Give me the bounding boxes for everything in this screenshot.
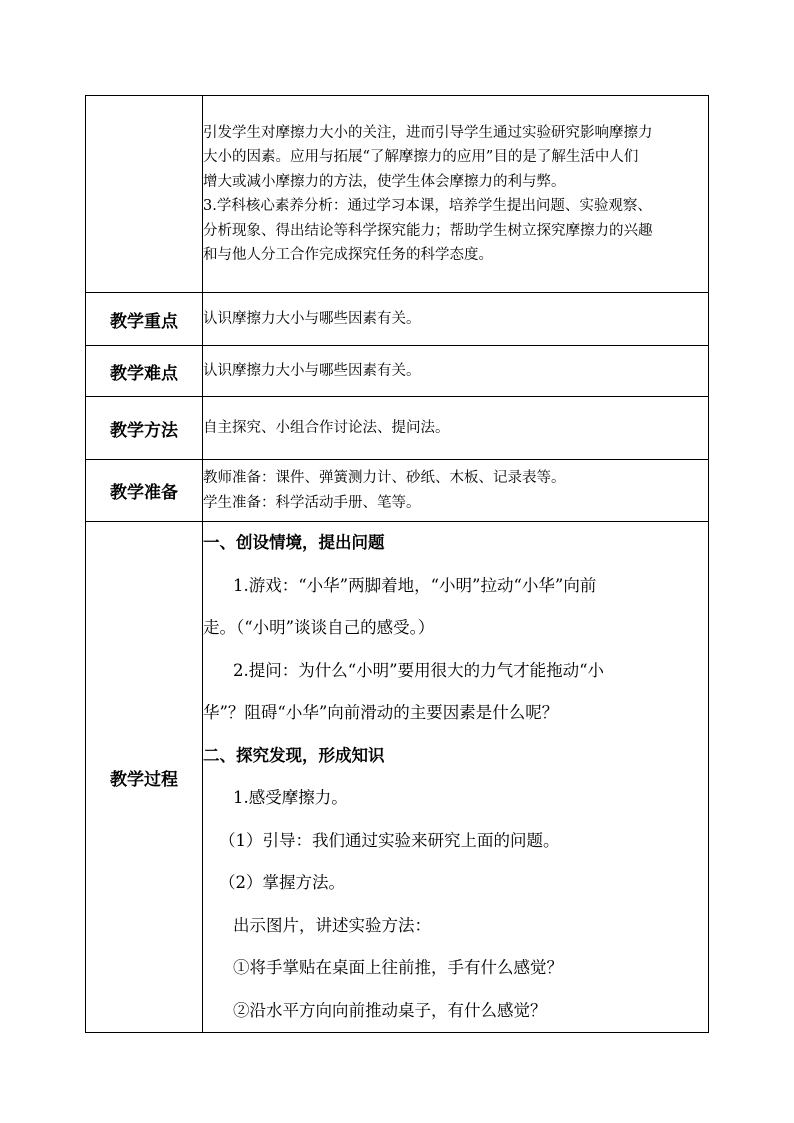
process-line: 1.游戏：“小华”两脚着地，“小明”拉动“小华”向前 [233, 575, 597, 595]
preparation-cell [203, 460, 709, 522]
method-row [86, 397, 709, 460]
process-line: ①将手掌贴在桌面上往前推，手有什么感觉？ [233, 958, 563, 977]
process-line: 2.提问：为什么“小明”要用很大的力气才能拖动“小 [233, 660, 605, 680]
difficulty-label: 教学难点 [86, 346, 203, 397]
difficulty-cell [203, 346, 709, 397]
process-line: 走。（“小明”谈谈自己的感受。） [203, 618, 435, 637]
intro-line: 3.学科核心素养分析：通过学习本课，培养学生提出问题、实验观察、 [203, 198, 652, 214]
lesson-plan-page [85, 95, 709, 1033]
preparation-label: 教学准备 [86, 460, 203, 522]
key-point-row [86, 293, 709, 346]
key-point-cell [203, 293, 709, 346]
intro-row [86, 96, 709, 293]
intro-label-cell [86, 96, 203, 293]
section-heading: 二、探究发现，形成知识 [203, 745, 385, 765]
difficulty-text: 认识摩擦力大小与哪些因素有关。 [203, 362, 421, 379]
process-line: （2）掌握方法。 [219, 873, 345, 892]
intro-line: 和与他人分工合作完成探究任务的科学态度。 [203, 247, 493, 263]
student-preparation: 学生准备：科学活动手册、笔等。 [203, 494, 421, 511]
process-line: 华”？阻碍“小华”向前滑动的主要因素是什么呢？ [203, 703, 559, 722]
difficulty-row [86, 346, 709, 397]
key-point-text: 认识摩擦力大小与哪些因素有关。 [203, 310, 421, 327]
process-line: 出示图片，讲述实验方法： [233, 915, 431, 935]
lesson-plan-table [85, 95, 709, 1033]
teacher-preparation: 教师准备：课件、弹簧测力计、砂纸、木板、记录表等。 [203, 470, 566, 486]
intro-content-cell [203, 96, 709, 293]
intro-line: 增大或减小摩擦力的方法，使学生体会摩擦力的利与弊。 [203, 173, 566, 190]
method-cell [203, 397, 709, 460]
intro-line: 大小的因素。应用与拓展“了解摩擦力的应用”目的是了解生活中人们 [203, 149, 639, 165]
method-text: 自主探究、小组合作讨论法、提问法。 [203, 419, 450, 436]
intro-line: 分析现象、得出结论等科学探究能力；帮助学生树立探究摩擦力的兴趣 [203, 222, 653, 239]
process-line: （1）引导：我们通过实验来研究上面的问题。 [219, 830, 560, 850]
method-label: 教学方法 [86, 397, 203, 460]
section-heading: 一、创设情境，提出问题 [203, 533, 385, 552]
process-line: ②沿水平方向向前推动桌子，有什么感觉？ [233, 1000, 547, 1020]
process-line: 1.感受摩擦力。 [233, 788, 348, 807]
process-row [86, 522, 709, 1033]
preparation-row [86, 460, 709, 522]
process-cell [203, 522, 709, 1033]
key-point-label: 教学重点 [86, 293, 203, 346]
process-label: 教学过程 [86, 522, 203, 1033]
intro-line: 引发学生对摩擦力大小的关注，进而引导学生通过实验研究影响摩擦力 [203, 124, 653, 141]
